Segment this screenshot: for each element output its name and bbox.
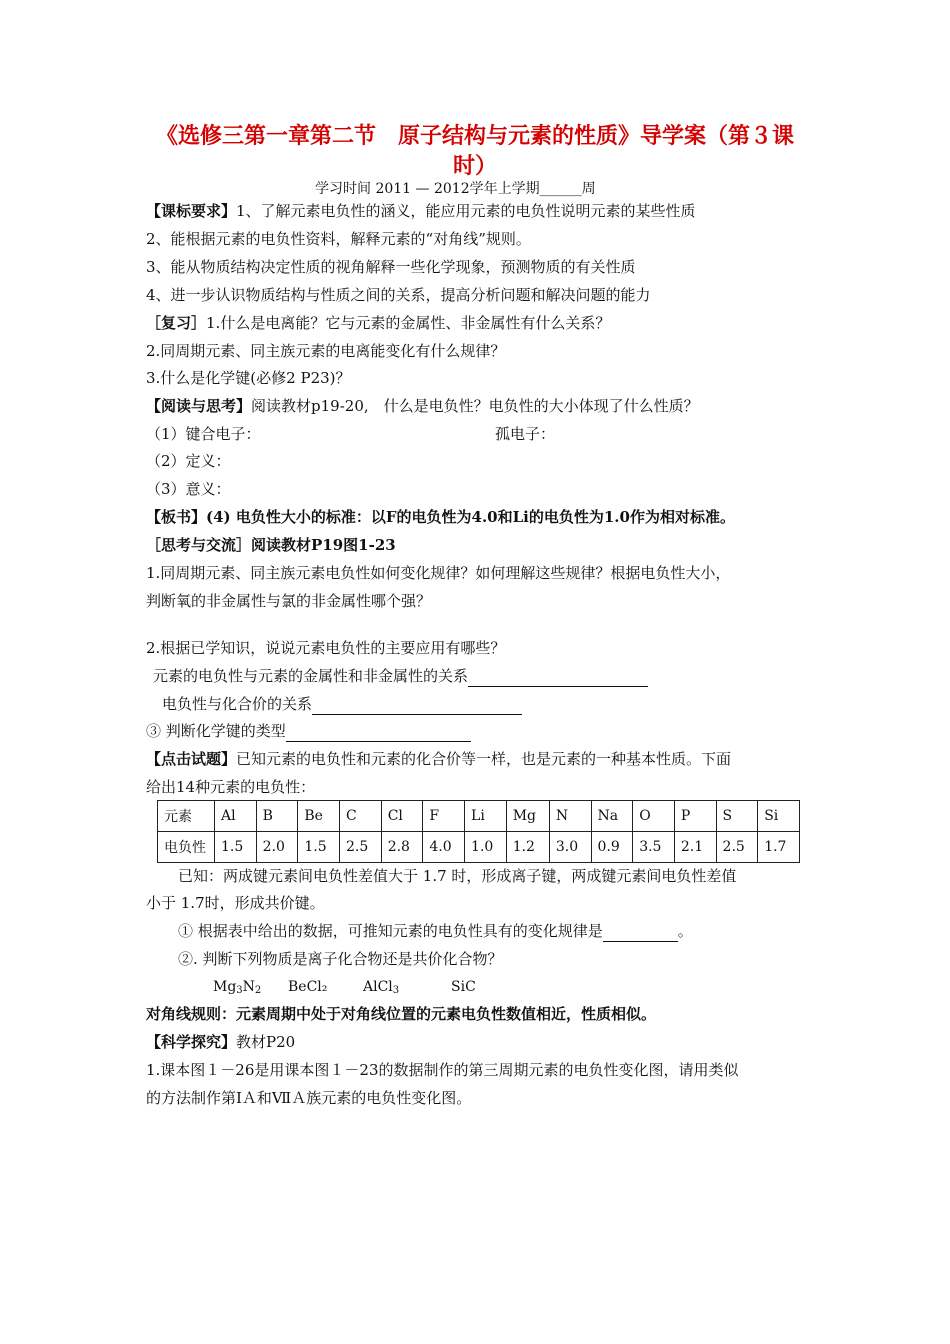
review-question-3: 3.什么是化学键(必修2 P23)？ (146, 369, 351, 387)
board-text: (4) 电负性大小的标准：以F的电负性为4.0和Li的电负性为1.0作为相对标准。 (206, 508, 735, 526)
review-question-1: 1.什么是电离能？它与元素的金属性、非金属性有什么关系？ (206, 314, 611, 332)
table-cell: 1.0 (465, 832, 507, 863)
table-cell: Be (298, 801, 340, 832)
application-1-blank[interactable] (468, 666, 648, 687)
known-line-2: 小于 1.7时，形成共价键。 (146, 894, 325, 912)
table-cell: P (674, 801, 716, 832)
known-line-1: 已知：两成键元素间电负性差值大于 1.7 时，形成离子键，两成键元素间电负性差值 (178, 867, 737, 885)
reading-item-2: （2）定义： (146, 452, 231, 470)
table-cell: Li (465, 801, 507, 832)
curriculum-item-1: 1、了解元素电负性的涵义，能应用元素的电负性说明元素的某些性质 (236, 202, 696, 220)
application-1-text: 元素的电负性与元素的金属性和非金属性的关系 (153, 667, 469, 685)
table-cell: F (423, 801, 465, 832)
table-cell: O (633, 801, 675, 832)
table-cell: Mg (506, 801, 549, 832)
table-cell: 1.2 (506, 832, 549, 863)
curriculum-item-3: 3、能从物质结构决定性质的视角解释一些化学现象，预测物质的有关性质 (146, 258, 636, 276)
curriculum-item-4: 4、进一步认识物质结构与性质之间的关系，提高分析问题和解决问题的能力 (146, 286, 651, 304)
exercise-question-2: ②. 判断下列物质是离子化合物还是共价化合物？ (178, 950, 503, 968)
table-header-cell: 元素 (158, 801, 215, 832)
review-question-2: 2.同周期元素、同主族元素的电离能变化有什么规律？ (146, 342, 506, 360)
compound-sic: SiC (451, 979, 476, 995)
table-cell: C (340, 801, 382, 832)
table-cell: 1.7 (758, 832, 800, 863)
application-1 (153, 666, 648, 687)
science-line (146, 1032, 295, 1052)
table-cell: S (716, 801, 758, 832)
table-cell: Si (758, 801, 800, 832)
science-line-2: 的方法制作第ⅠＡ和ⅦＡ族元素的电负性变化图。 (146, 1089, 472, 1107)
lone-electrons-label: 孤电子： (495, 425, 556, 443)
compound-sub: 3 (392, 985, 400, 996)
reading-item-3: （3）意义： (146, 480, 231, 498)
exercise-question-1-end: 。 (677, 922, 693, 940)
exercise-label: 【点击试题】 (146, 750, 237, 768)
exercise-text-1: 已知元素的电负性和元素的化合价等一样，也是元素的一种基本性质。下面 (236, 750, 732, 768)
exercise-question-1-blank[interactable] (603, 921, 678, 942)
table-cell: Na (591, 801, 633, 832)
table-cell: 1.5 (298, 832, 340, 863)
table-row (158, 801, 800, 832)
application-2-text: 电负性与化合价的关系 (162, 695, 313, 713)
compound-mg3n2 (213, 977, 261, 1001)
table-cell: N (549, 801, 591, 832)
table-cell: 3.0 (549, 832, 591, 863)
table-cell: 2.5 (716, 832, 758, 863)
table-row (158, 832, 800, 863)
application-2-blank[interactable] (312, 694, 522, 715)
curriculum-label: 【课标要求】 (146, 202, 237, 220)
science-text: 教材P20 (236, 1033, 296, 1051)
table-cell: Cl (381, 801, 423, 832)
table-cell: Al (215, 801, 257, 832)
science-label: 【科学探究】 (146, 1033, 237, 1051)
review-line-1 (146, 313, 610, 333)
application-2 (162, 694, 522, 715)
exercise-question-1-text: ① 根据表中给出的数据，可推知元素的电负性具有的变化规律是 (178, 922, 603, 940)
electronegativity-table (157, 800, 800, 863)
discussion-heading: ［思考与交流］阅读教材P19图1-23 (146, 536, 396, 554)
title-line-2: 时） (452, 153, 497, 179)
compound-sub: 2 (254, 985, 262, 996)
table-cell: 0.9 (591, 832, 633, 863)
table-cell: 2.1 (674, 832, 716, 863)
discussion-q2: 2.根据已学知识，说说元素电负性的主要应用有哪些？ (146, 639, 506, 657)
compound-alcl: AlCl (363, 979, 393, 995)
board-label: 【板书】 (146, 508, 207, 526)
table-cell: 1.5 (215, 832, 257, 863)
table-cell: 2.0 (256, 832, 298, 863)
study-time: 学习时间 2011 — 2012学年上学期______周 (315, 181, 596, 197)
discussion-q1-line-2: 判断氧的非金属性与氯的非金属性哪个强？ (146, 592, 432, 610)
table-cell: 3.5 (633, 832, 675, 863)
reading-label: 【阅读与思考】 (146, 397, 252, 415)
compound-alcl3 (363, 977, 399, 1001)
exercise-line-2: 给出14种元素的电负性： (146, 778, 316, 796)
application-3 (146, 721, 471, 742)
table-header-cell: 电负性 (158, 832, 215, 863)
table-cell: 2.5 (340, 832, 382, 863)
compound-becl2: BeCl₂ (288, 979, 328, 995)
science-line-1: 1.课本图１－26是用课本图１－23的数据制作的第三周期元素的电负性变化图，请用类似 (146, 1061, 739, 1079)
discussion-q1-line-1: 1.同周期元素、同主族元素电负性如何变化规律？如何理解这些规律？根据电负性大小， (146, 564, 731, 582)
title-line-1: 《选修三第一章第二节 原子结构与元素的性质》导学案（第３课 (155, 123, 794, 149)
reading-text: 阅读教材p19-20, 什么是电负性？电负性的大小体现了什么性质？ (251, 397, 699, 415)
table-cell: B (256, 801, 298, 832)
review-label: ［复习］ (146, 314, 207, 332)
curriculum-item-2: 2、能根据元素的电负性资料，解释元素的“对角线”规则。 (146, 230, 531, 248)
exercise-line-1 (146, 749, 731, 769)
reading-line (146, 396, 699, 416)
document-title (130, 121, 820, 181)
application-3-blank[interactable] (286, 721, 471, 742)
compound-sub: 3 (236, 985, 243, 996)
application-3-text: ③ 判断化学键的类型 (146, 722, 286, 740)
reading-item-1 (146, 424, 261, 444)
compound-n: N (242, 979, 255, 995)
board-line (146, 507, 735, 527)
curriculum-line-1 (146, 201, 696, 221)
diagonal-rule: 对角线规则：元素周期中处于对角线位置的元素电负性数值相近，性质相似。 (146, 1005, 657, 1023)
table-cell: 4.0 (423, 832, 465, 863)
bonding-electrons-label: （1）键合电子： (146, 425, 261, 443)
table-cell: 2.8 (381, 832, 423, 863)
compound-mg: Mg (213, 979, 237, 995)
exercise-question-1 (178, 921, 693, 942)
